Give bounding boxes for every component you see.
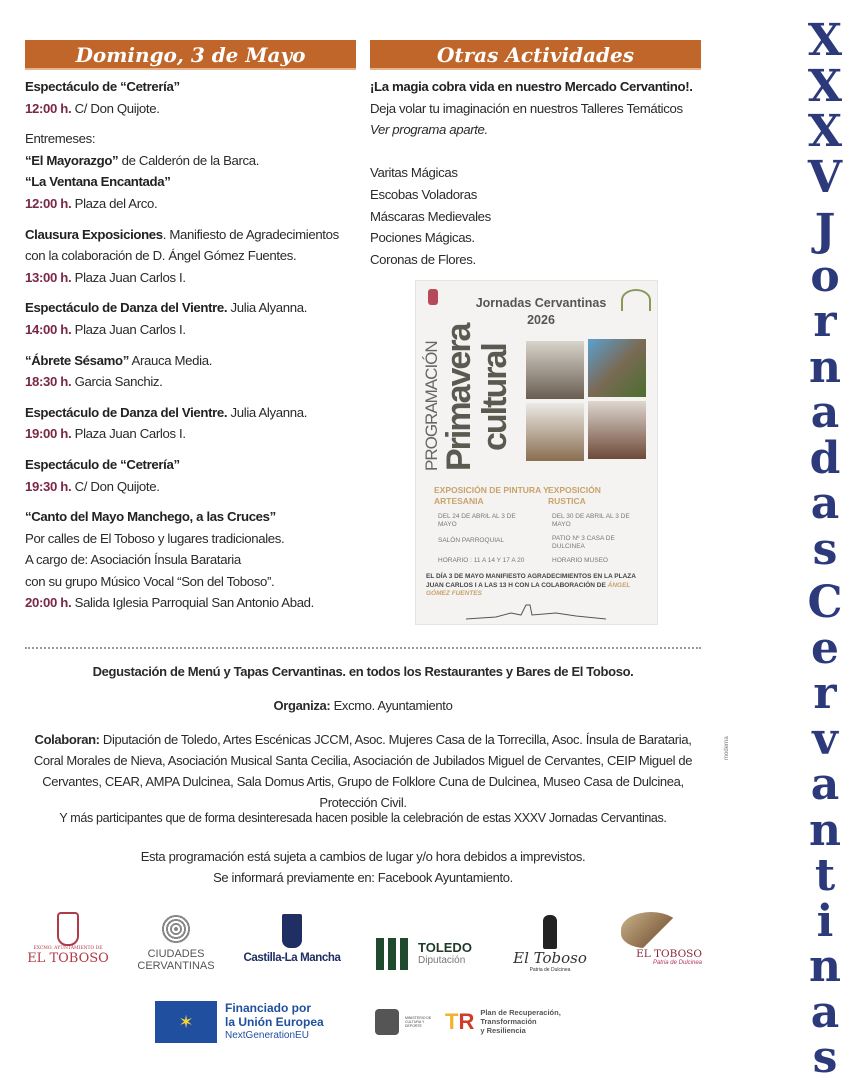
side-title-letter: J	[814, 205, 836, 256]
side-title-letter: a	[810, 387, 840, 438]
side-title-letter: v	[812, 713, 838, 765]
logo-text: EXCMO. AYUNTAMIENTO DE	[33, 946, 103, 951]
divider	[25, 647, 701, 649]
activities-note: Ver programa aparte.	[370, 122, 488, 138]
side-title-word	[807, 15, 843, 203]
logo-text: EL TOBOSO	[636, 948, 702, 960]
event-time: 12:00 h.	[25, 100, 72, 116]
event-place: Plaza Juan Carlos I.	[71, 426, 186, 442]
ciudades-icon	[161, 914, 191, 944]
event-desc: . Manifiesto de Agradecimientos	[162, 226, 339, 242]
side-title-letter: d	[809, 432, 841, 484]
event-desc: Julia Alyanna.	[227, 404, 308, 420]
logo-text: la Unión Europea	[225, 1015, 324, 1029]
event-time: 12:00 h.	[25, 195, 72, 211]
event-desc: con la colaboración de D. Ángel Gómez Fuentes.	[25, 248, 297, 264]
logo-text: NextGenerationEU	[225, 1030, 309, 1041]
colaboran-label: Colaboran:	[34, 732, 100, 747]
side-title-word	[809, 205, 841, 575]
schedule-list	[25, 76, 360, 623]
activities-header: Otras Actividades	[370, 40, 701, 70]
aviso-line: Se informará previamente en: Facebook Ayuntamiento.	[213, 870, 513, 885]
event-place: Plaza Juan Carlos I.	[71, 269, 186, 285]
photo-tree	[588, 339, 646, 397]
logo-text: Plan de Recuperación,	[480, 1008, 561, 1017]
logo-text: EL TOBOSO	[27, 951, 109, 966]
degustacion-text: Degustación de Menú y Tapas Cervantinas. en todos los Restaurantes y Bares de El Toboso.	[92, 664, 634, 679]
tr-icon: TR	[445, 1008, 475, 1034]
side-title-letter: e	[811, 622, 839, 674]
event-desc: Arauca Media.	[128, 352, 213, 368]
side-title-letter: X	[807, 60, 843, 112]
event-title: “Ábrete Sésamo”	[25, 352, 129, 368]
poster-footer	[426, 573, 654, 599]
logo-text: Financiado por	[225, 1001, 312, 1015]
event-time: 14:00 h.	[25, 321, 72, 337]
printer-credit: moderna	[724, 736, 730, 760]
side-title-letter: X	[807, 15, 843, 66]
toboso-logo-icon	[621, 289, 651, 311]
event-desc: con su grupo Músico Vocal “Son del Toboso”.	[25, 573, 275, 589]
logo-text: Patria de Dulcinea	[529, 967, 571, 973]
event	[25, 297, 360, 340]
logo-diputacion-toledo	[376, 938, 486, 970]
event-title: Clausura Exposiciones	[25, 226, 163, 242]
side-title-letter: r	[813, 668, 837, 719]
event-place: C/ Don Quijote.	[71, 478, 160, 494]
side-title	[790, 15, 860, 1083]
event	[25, 402, 360, 445]
exhibition-detail: SALÓN PARROQUIAL	[438, 537, 504, 544]
event-place: Plaza del Arco.	[71, 195, 158, 211]
event-place: C/ Don Quijote.	[71, 100, 160, 116]
event	[25, 350, 360, 393]
side-title-letter: t	[814, 850, 836, 901]
photo-cart	[588, 401, 646, 459]
aviso-text	[25, 846, 701, 888]
day-header: Domingo, 3 de Mayo	[25, 40, 356, 70]
logo-toboso-dulcinea	[600, 912, 702, 966]
dulcinea-icon	[621, 912, 681, 948]
event-title: “Canto del Mayo Manchego, a las Cruces”	[25, 509, 276, 525]
crest-icon	[57, 912, 79, 946]
poster-footer-text: EL DÍA 3 DE MAYO MANIFIESTO AGRADECIMIENTOS EN LA PLAZA JUAN CARLOS I A LAS 13 H CON LA COLABORACIÓN DE	[426, 573, 636, 589]
poster-programacion: PROGRAMACIÓN	[422, 341, 441, 471]
logo-text: y Resiliencia	[480, 1026, 526, 1035]
side-title-letter: a	[810, 986, 840, 1038]
event-title: Espectáculo de “Cetrería”	[25, 456, 180, 472]
side-title-letter: V	[807, 151, 843, 203]
event	[25, 76, 360, 119]
toledo-icon	[376, 938, 412, 970]
event-place: Salida Iglesia Parroquial San Antonio Abad.	[71, 595, 314, 611]
event-pre: Entremeses:	[25, 131, 96, 147]
aviso-line: Esta programación está sujeta a cambios de lugar y/o hora debidos a imprevistos.	[140, 849, 586, 864]
event	[25, 506, 360, 614]
event-time: 20:00 h.	[25, 595, 72, 611]
clm-shield-icon	[282, 914, 302, 948]
poster-primavera: Primavera	[440, 324, 478, 471]
event-desc: Julia Alyanna.	[227, 300, 308, 316]
exhibition-title: EXPOSICIÓN RUSTICA	[548, 485, 601, 506]
event-title: Espectáculo de Danza del Vientre.	[25, 404, 228, 420]
exhibition-detail: DEL 24 DE ABRIL AL 3 DE MAYO	[438, 513, 516, 528]
participantes-text: Y más participantes que de forma desinteresada hacen posible la celebración de estas XXXV Jornadas Cervantinas.	[59, 811, 667, 825]
event-time: 13:00 h.	[25, 269, 72, 285]
logo-castilla-la-mancha	[240, 914, 344, 964]
exhibition-title: EXPOSICIÓN DE PINTURA Y ARTESANIA	[434, 485, 549, 506]
side-title-letter: i	[816, 895, 834, 947]
event-place: Garcia Sanchiz.	[71, 374, 163, 390]
event-time: 19:00 h.	[25, 426, 72, 442]
event-desc: A cargo de: Asociación Ínsula Barataria	[25, 552, 241, 568]
side-title-letter: n	[809, 804, 841, 856]
event-time: 19:30 h.	[25, 478, 72, 494]
photo-statue	[526, 341, 584, 399]
crest-icon	[428, 289, 438, 305]
poster-footer-name: ÁNGEL GÓMEZ FUENTES	[426, 581, 631, 597]
side-title-letter: o	[810, 250, 840, 302]
eu-flag-icon: ✶	[155, 1001, 217, 1043]
activities-intro: ¡La magia cobra vida en nuestro Mercado Cervantino!.	[370, 79, 693, 94]
logo-text: CIUDADES	[147, 948, 205, 960]
logo-text: Patria de Dulcinea	[652, 960, 702, 966]
logo-ciudades-cervantinas	[135, 914, 217, 972]
logo-text: Transformación	[480, 1017, 537, 1026]
poster-cultural: cultural	[476, 344, 514, 451]
exhibition-detail: PATIO Nº 3 CASA DE DULCINEA	[552, 535, 615, 550]
workshop-item: Varitas Mágicas	[370, 165, 458, 181]
program-poster	[415, 280, 658, 625]
poster-year: 2026	[527, 313, 555, 327]
workshop-item: Coronas de Flores.	[370, 251, 476, 267]
logo-eu	[155, 1001, 335, 1043]
event-title: “La Ventana Encantada”	[25, 174, 171, 190]
event-title: Espectáculo de “Cetrería”	[25, 79, 180, 94]
side-title-word	[807, 577, 843, 1083]
workshop-item: Pociones Mágicas.	[370, 230, 475, 246]
logo-text: El Toboso	[513, 949, 587, 967]
side-title-letter: a	[810, 759, 840, 810]
exhibition-detail: HORARIO MUSEO	[552, 557, 608, 564]
organiza-text	[25, 695, 701, 716]
side-title-letter: X	[807, 106, 843, 157]
side-title-letter: C	[807, 577, 843, 628]
event-title: “El Mayorazgo”	[25, 152, 119, 168]
side-title-letter: r	[813, 296, 837, 347]
quijote-icon	[543, 915, 557, 949]
logo-el-toboso	[510, 915, 590, 973]
skyline-icon	[466, 601, 606, 621]
side-title-letter: a	[810, 478, 840, 529]
exhibition-detail: DEL 30 DE ABRIL AL 3 DE MAYO	[552, 513, 630, 528]
logo-text: MINISTERIO DE CULTURA Y DEPORTE	[405, 1015, 432, 1028]
side-title-letter: s	[812, 523, 838, 575]
logo-text: TOLEDO	[418, 940, 472, 955]
poster-title-text: Jornadas Cervantinas	[475, 296, 607, 310]
event-place: Plaza Juan Carlos I.	[71, 321, 186, 337]
logo-text: CERVANTINAS	[137, 960, 215, 972]
exhibition-detail: HORARIO : 11 A 14 Y 17 A 20	[438, 557, 525, 564]
workshop-item: Máscaras Medievales	[370, 208, 491, 224]
side-title-letter: n	[809, 341, 841, 393]
event-time: 18:30 h.	[25, 374, 72, 390]
event-desc: Por calles de El Toboso y lugares tradicionales.	[25, 530, 285, 546]
colaboran-text	[25, 729, 701, 813]
side-title-letter: s	[812, 1032, 838, 1083]
logo-ministerio-prtr	[375, 1008, 575, 1035]
photo-windmill	[526, 403, 584, 461]
poster-title	[456, 295, 626, 329]
logo-ayuntamiento-toboso	[22, 912, 114, 966]
event-title: Espectáculo de Danza del Vientre.	[25, 300, 228, 316]
workshop-item: Escobas Voladoras	[370, 186, 477, 202]
colaboran-value: Diputación de Toledo, Artes Escénicas JCCM, Asoc. Mujeres Casa de la Torrecilla, Asoc. Ínsula de Barataria, Coral Morales de Nieva, Asociación Musical Santa Cecilia, Asociación de Jubilados Miguel de Cervantes, CEIP Miguel de Cervantes, CEAR, AMPA Dulcinea, Sala Domus Artis, Grupo de Folklore Cuna de Dulcinea, Museo Casa de Dulcinea, Protección Civil.	[33, 732, 693, 810]
event	[25, 454, 360, 497]
side-title-letter: n	[809, 941, 841, 992]
spain-crest-icon	[375, 1009, 399, 1035]
event	[25, 224, 360, 289]
event	[25, 128, 360, 214]
event-desc: de Calderón de la Barca.	[118, 152, 260, 168]
activities-list	[370, 76, 705, 270]
organiza-label: Organiza:	[273, 698, 331, 713]
logo-text: Diputación	[418, 955, 466, 966]
activities-desc: Deja volar tu imaginación en nuestros Talleres Temáticos	[370, 100, 683, 116]
logo-text: Castilla-La Mancha	[243, 952, 341, 964]
organiza-value: Excmo. Ayuntamiento	[330, 698, 453, 713]
